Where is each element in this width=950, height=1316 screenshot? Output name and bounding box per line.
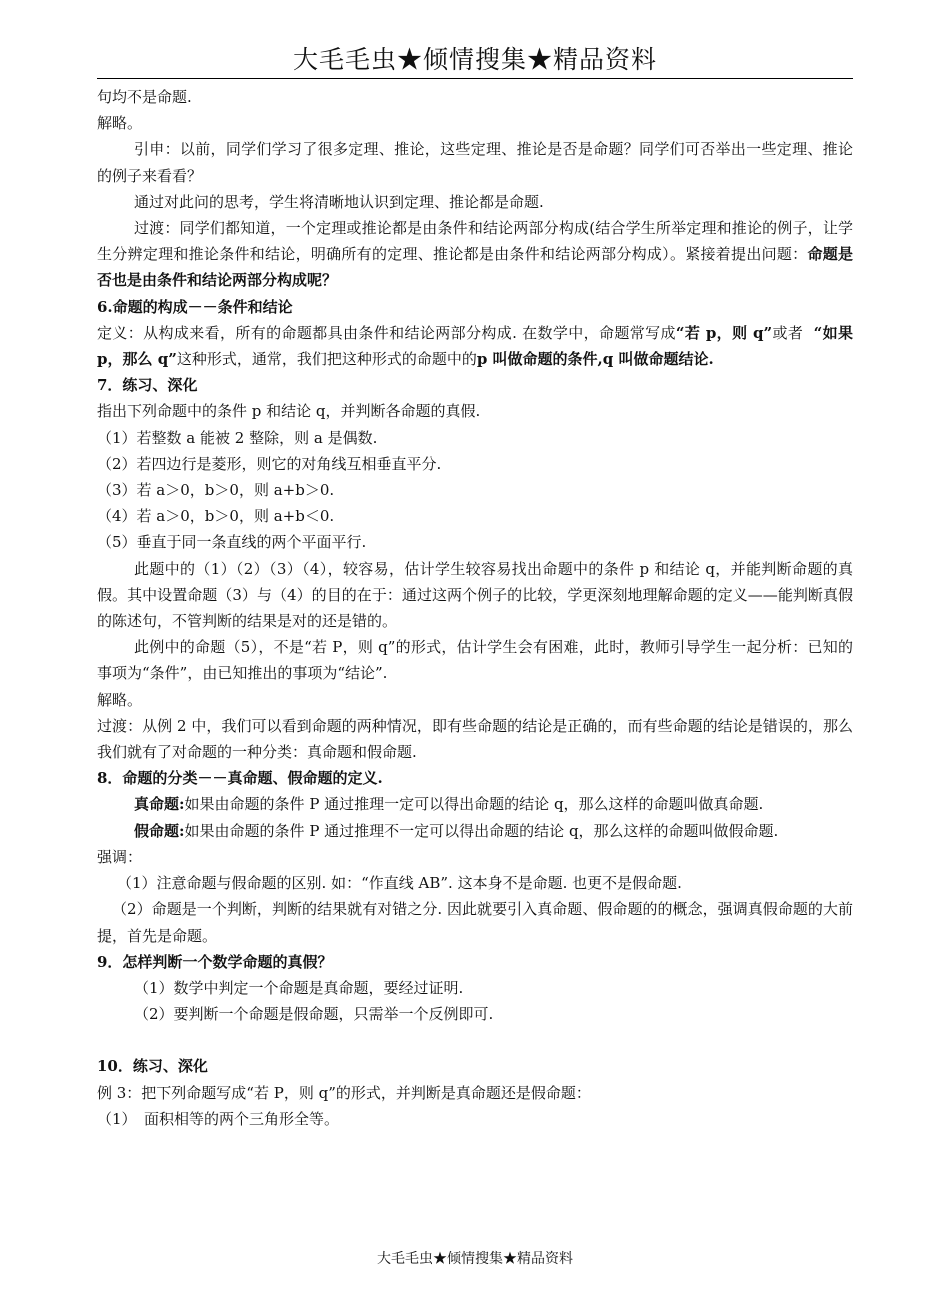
exercise-item: （3）若 a＞0，b＞0，则 a+b＞0. [97,481,335,500]
section-heading-6: 6.命题的构成－－条件和结论 [97,297,293,316]
exercise-item: （4）若 a＞0，b＞0，则 a+b＜0. [97,507,335,526]
exercise-item: （1）若整数 a 能被 2 整除，则 a 是偶数. [97,428,378,447]
example-intro: 例 3：把下列命题写成“若 P，则 q”的形式，并判断是真命题还是假命题： [97,1083,591,1102]
page-header [97,44,853,79]
section-heading-8: 8．命题的分类－－真命题、假命题的定义. [97,769,383,788]
judgement-item: （2）要判断一个命题是假命题，只需举一个反例即可. [134,1005,494,1024]
exercise-item: （5）垂直于同一条直线的两个平面平行. [97,533,367,552]
footer-text: 大毛毛虫★倾情搜集★精品资料 [377,1251,573,1267]
text-line: 解略。 [97,690,143,709]
emphasis-item: （1）注意命题与假命题的区别. 如：“作直线 AB”. 这本身不是命题. 也更不是假命题. [117,874,682,893]
judgement-item: （1）数学中判定一个命题是真命题，要经过证明. [134,978,464,997]
paragraph-extension: 引申：以前，同学们学习了很多定理、推论，这些定理、推论是否是命题？同学们可否举出一些定理、推论的例子来看看？ [97,140,853,185]
text-line: 句均不是命题. [97,88,192,106]
paragraph-analysis-2: 此例中的命题（5），不是“若 P，则 q”的形式，估计学生会有困难，此时，教师引导学生一起分析：已知的事项为“条件”，由已知推出的事项为“结论”. [97,638,853,683]
paragraph-transition: 过渡：同学们都知道，一个定理或推论都是由条件和结论两部分构成(结合学生所举定理和推论的例子，让学生分辨定理和推论条件和结论，明确所有的定理、推论都是由条件和结论两部分构成）。紧接着提出问题：命题是否也是由条件和结论两部分构成呢？ [97,219,853,290]
exercise-intro: 指出下列命题中的条件 p 和结论 q，并判断各命题的真假. [97,402,481,421]
section-heading-10: 10．练习、深化 [97,1057,208,1076]
emphasis-item: （2）命题是一个判断，判断的结果就有对错之分. 因此就要引入真命题、假命题的的概念，强调真假命题的大前提，首先是命题。 [97,900,853,945]
blank-line [97,1027,853,1053]
paragraph-transition-2: 过渡：从例 2 中，我们可以看到命题的两种情况，即有些命题的结论是正确的，而有些命题的结论是错误的，那么我们就有了对命题的一种分类：真命题和假命题. [97,716,853,762]
definition-false-proposition: 假命题:如果由命题的条件 P 通过推理不一定可以得出命题的结论 q，那么这样的命题叫做假命题. [134,821,779,840]
example-item: （1） 面积相等的两个三角形全等。 [97,1109,340,1128]
page-footer [0,1248,950,1268]
exercise-item: （2）若四边行是菱形，则它的对角线互相垂直平分. [97,454,442,473]
paragraph-reflection: 通过对此问的思考，学生将清晰地认识到定理、推论都是命题. [134,192,544,211]
document-body [97,84,853,1132]
text-line: 解略。 [97,114,143,133]
definition-true-proposition: 真命题:如果由命题的条件 P 通过推理一定可以得出命题的结论 q，那么这样的命题叫做真命题. [134,795,764,814]
emphasis-label: 强调： [97,847,143,866]
section-heading-9: 9．怎样判断一个数学命题的真假？ [97,952,333,971]
paragraph-analysis: 此题中的（1）（2）（3）（4），较容易，估计学生较容易找出命题中的条件 p 和结论 q，并能判断命题的真假。其中设置命题（3）与（4）的目的在于：通过这两个例子的比较，学更深刻地理解命题的定义——能判断真假的陈述句，不管判断的结果是对的还是错的。 [97,559,853,631]
section-heading-7: 7．练习、深化 [97,376,198,395]
paragraph-definition: 定义：从构成来看，所有的命题都具由条件和结论两部分构成. 在数学中，命题常写成“若 p，则 q”或者 “如果 p，那么 q”这种形式，通常，我们把这种形式的命题中的p 叫做命题的条件,q 叫做命题结论. [97,323,853,369]
header-title: 大毛毛虫★倾情搜集★精品资料 [292,45,657,74]
